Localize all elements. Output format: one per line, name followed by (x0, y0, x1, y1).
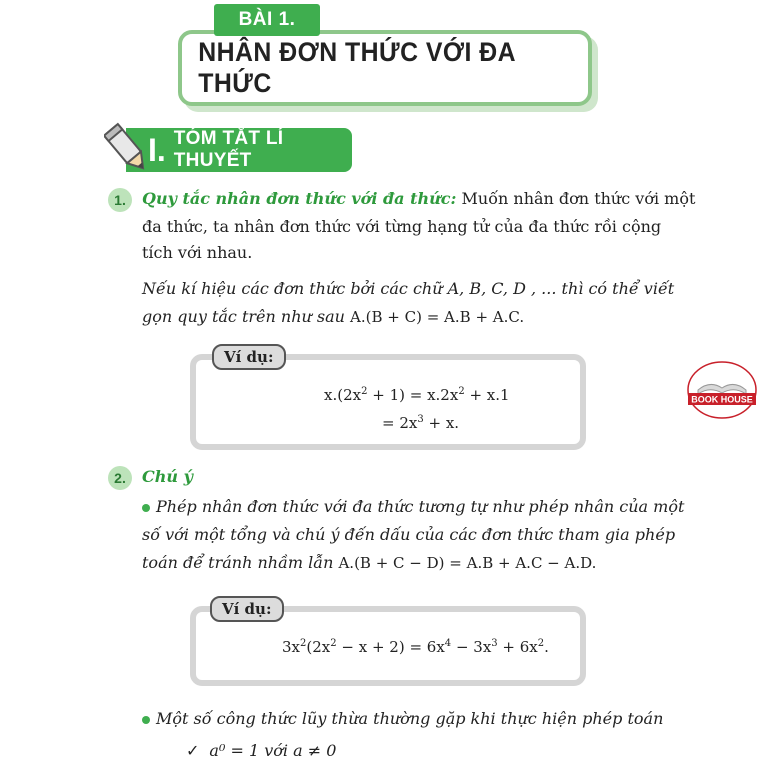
example-label-1: Ví dụ: (212, 344, 286, 370)
item1-heading: Quy tắc nhân đơn thức với đa thức: (142, 189, 457, 208)
item1-text-line3: tích với nhau. (142, 243, 253, 262)
section-banner (126, 128, 352, 172)
item-number-1: 1. (108, 188, 132, 212)
item1-line1 (142, 186, 695, 212)
example-label-2: Ví dụ: (210, 596, 284, 622)
example1-line1: $x.(2x^2 + 1) = x.2x^2 + x.1$ (324, 386, 510, 404)
item2-bullet1-line3: toán để tránh nhầm lẫn A.(B + C − D) = A.B + A.C − A.D. (142, 553, 597, 572)
check-item (186, 738, 336, 764)
item1-note-text: gọn quy tắc trên như sau (142, 307, 345, 326)
check-icon: ✓ (186, 741, 200, 760)
item1-text-line2: đa thức, ta nhân đơn thức với từng hạng tử của đa thức rồi cộng (142, 217, 662, 236)
bullet-dot (142, 716, 150, 724)
bullet2-line: Một số công thức lũy thừa thường gặp khi thực hiện phép toán (142, 706, 663, 732)
example2-equation: $3x^2(2x^2 - x + 2) = 6x^4 - 3x^3 + 6x^2$. (282, 638, 549, 656)
logo-text: BOOK HOUSE (691, 394, 753, 405)
item2-heading: Chú ý (142, 467, 193, 486)
check-item-text: a⁰ = 1 với a ≠ 0 (209, 741, 337, 760)
item1-note-line2 (142, 304, 524, 330)
lesson-title-box (178, 30, 592, 106)
lesson-tag: BÀI 1. (214, 4, 320, 36)
section-title: TÓM TẮT LÍ THUYẾT (173, 128, 284, 171)
section-number: I. (148, 131, 166, 168)
pencil-icon (104, 122, 150, 176)
item1-note-line1: Nếu kí hiệu các đơn thức bởi các chữ A, B, C, D , ... thì có thể viết (142, 279, 675, 298)
item2-rule: A.(B + C − D) = A.B + A.C − A.D. (338, 554, 597, 572)
item2-bullet1-line2: số với một tổng và chú ý đến dấu của các đơn thức tham gia phép (142, 525, 676, 544)
item1-text-line1: Muốn nhân đơn thức với một (461, 189, 696, 208)
example1-line2: = $2x^3 + x$. (382, 414, 460, 432)
lesson-title: NHÂN ĐƠN THỨC VỚI ĐA THỨC (198, 37, 516, 98)
item-number-2: 2. (108, 466, 132, 490)
book-house-logo (684, 360, 760, 420)
item2-bullet1-line1: Phép nhân đơn thức với đa thức tương tự như phép nhân của một (142, 494, 684, 520)
bullet-dot (142, 504, 150, 512)
item1-rule: A.(B + C) = A.B + A.C. (350, 308, 525, 326)
